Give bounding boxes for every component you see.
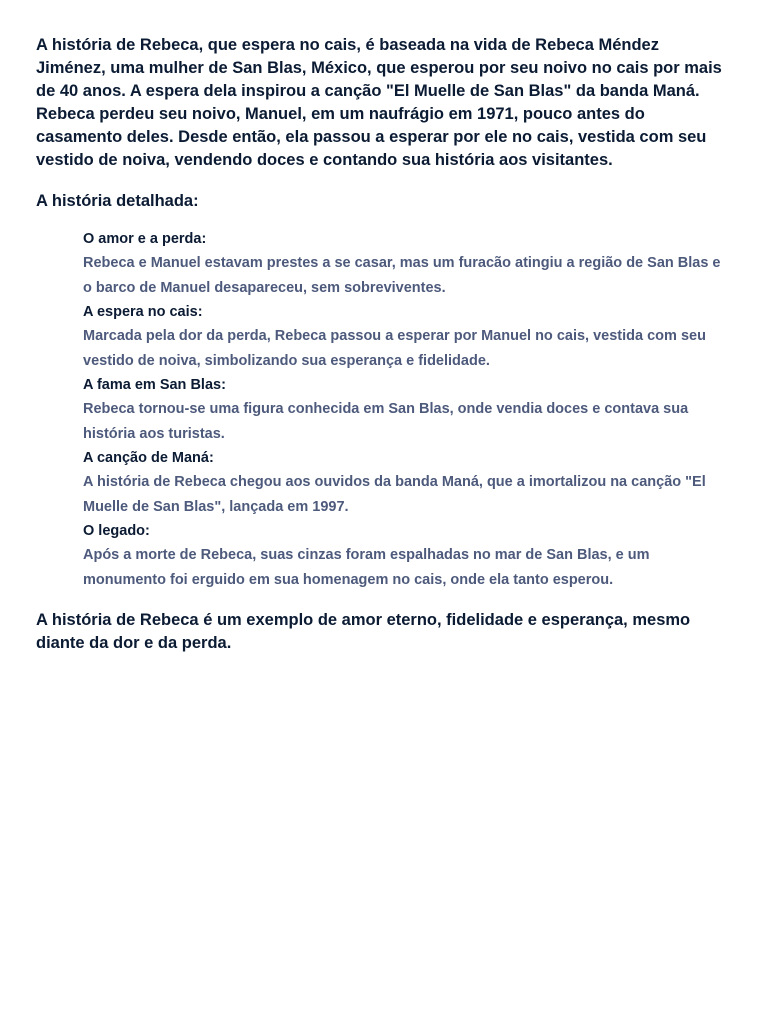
intro-paragraph: A história de Rebeca, que espera no cais, é baseada na vida de Rebeca Méndez Jiménez, uma mulher de San Blas, México, que esperou por seu noivo no cais por mais de 40 anos. A espera dela inspirou a canção "El Muelle de San Blas" da banda Maná. Rebeca perdeu seu noivo, Manuel, em um naufrágio em 1971, pouco antes do casamento deles. Desde então, ela passou a esperar por ele no cais, vestida com seu vestido de noiva, vendendo doces e contando sua história aos visitantes.: [36, 36, 722, 169]
item-title: O amor e a perda:: [83, 231, 207, 247]
item-text: A história de Rebeca chegou aos ouvidos da banda Maná, que a imortalizou na canção "El Muelle de San Blas", lançada em 1997.: [83, 474, 706, 515]
item-title: A espera no cais:: [83, 304, 203, 320]
item-title: A fama em San Blas:: [83, 377, 226, 393]
list-item: [83, 373, 732, 446]
item-text: Rebeca tornou-se uma figura conhecida em San Blas, onde vendia doces e contava sua história aos turistas.: [83, 401, 689, 442]
item-text: Marcada pela dor da perda, Rebeca passou a esperar por Manuel no cais, vestida com seu vestido de noiva, simbolizando sua esperança e fidelidade.: [83, 328, 706, 369]
item-text: Após a morte de Rebeca, suas cinzas foram espalhadas no mar de San Blas, e um monumento foi erguido em sua homenagem no cais, onde ela tanto esperou.: [83, 547, 650, 588]
list-item: [83, 446, 732, 519]
list-item: [83, 227, 732, 300]
item-text: Rebeca e Manuel estavam prestes a se casar, mas um furacão atingiu a região de San Blas e o barco de Manuel desapareceu, sem sobreviventes.: [83, 255, 721, 296]
list-item: [83, 300, 732, 373]
item-title: A canção de Maná:: [83, 450, 214, 466]
item-title: O legado:: [83, 523, 150, 539]
section-heading: A história detalhada:: [36, 192, 199, 210]
detail-list: [36, 227, 732, 592]
conclusion-paragraph: A história de Rebeca é um exemplo de amor eterno, fidelidade e esperança, mesmo diante da dor e da perda.: [36, 611, 691, 652]
list-item: [83, 519, 732, 592]
